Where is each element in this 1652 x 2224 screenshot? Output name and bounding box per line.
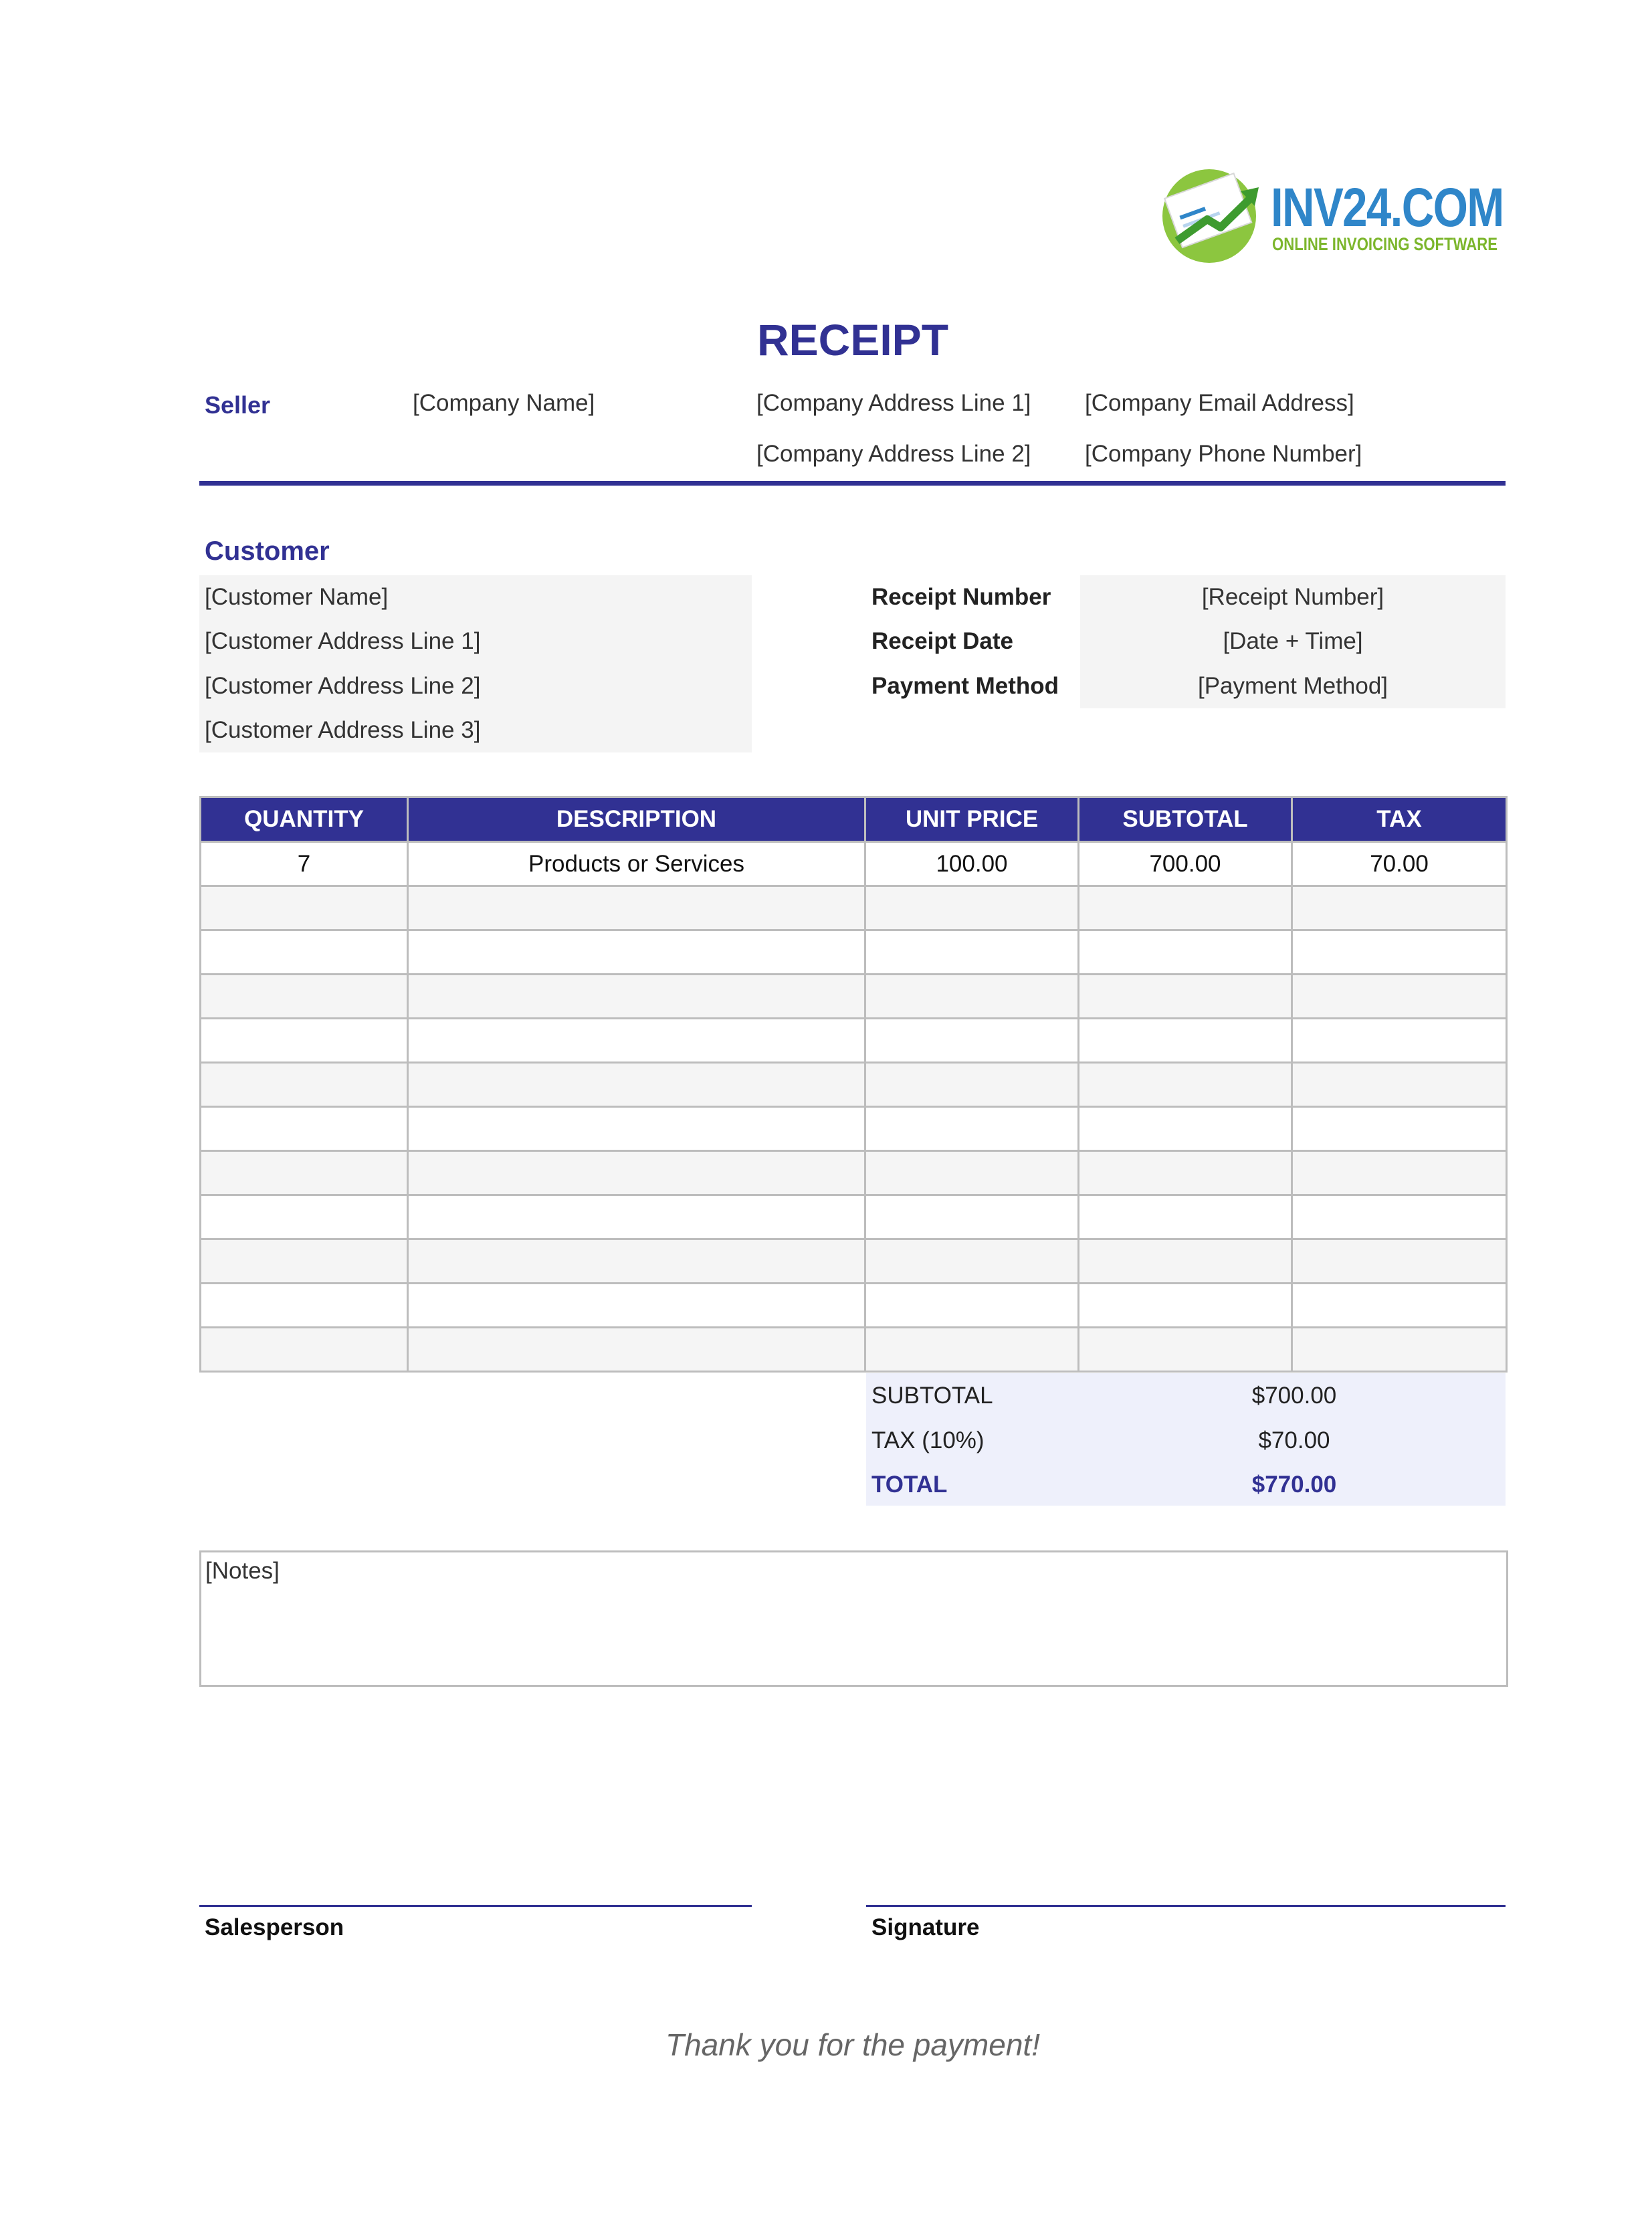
notes-box[interactable] — [199, 1550, 1508, 1687]
tax-label: TAX (10%) — [871, 1427, 985, 1453]
subtotal-value: $700.00 — [1251, 1383, 1337, 1409]
cell-unit-price — [865, 1063, 1079, 1107]
table-row — [201, 1107, 1507, 1151]
total-value: $770.00 — [1251, 1472, 1337, 1498]
header-divider — [199, 481, 1506, 486]
header-subtotal: SUBTOTAL — [1079, 797, 1292, 842]
cell-unit-price — [865, 1151, 1079, 1195]
signature-line — [866, 1905, 1506, 1907]
cell-description — [408, 1284, 865, 1328]
cell-description — [408, 1195, 865, 1239]
document-title: RECEIPT — [756, 315, 949, 365]
cell-quantity — [201, 1063, 408, 1107]
cell-quantity: 7 — [201, 842, 408, 886]
salesperson-label: Salesperson — [205, 1914, 344, 1940]
cell-quantity — [201, 1107, 408, 1151]
cell-quantity — [201, 1019, 408, 1063]
cell-description — [408, 1151, 865, 1195]
cell-unit-price — [865, 1107, 1079, 1151]
table-row — [201, 1019, 1507, 1063]
customer-address-line-3: [Customer Address Line 3] — [205, 717, 481, 743]
payment-method-label: Payment Method — [871, 673, 1059, 699]
cell-tax — [1292, 1063, 1507, 1107]
items-table — [199, 796, 1508, 1373]
cell-tax — [1292, 975, 1507, 1019]
receipt-date-label: Receipt Date — [871, 628, 1014, 654]
header-unit-price: UNIT PRICE — [865, 797, 1079, 842]
header-description: DESCRIPTION — [408, 797, 865, 842]
table-row — [201, 1239, 1507, 1284]
cell-tax: 70.00 — [1292, 842, 1507, 886]
cell-unit-price — [865, 1239, 1079, 1284]
cell-subtotal: 700.00 — [1079, 842, 1292, 886]
cell-subtotal — [1079, 1239, 1292, 1284]
cell-tax — [1292, 1151, 1507, 1195]
cell-subtotal — [1079, 1195, 1292, 1239]
customer-address-line-2: [Customer Address Line 2] — [205, 673, 481, 699]
receipt-number-value: [Receipt Number] — [1201, 584, 1384, 610]
cell-unit-price — [865, 975, 1079, 1019]
table-row — [201, 842, 1507, 886]
cell-description — [408, 1019, 865, 1063]
cell-description — [408, 1107, 865, 1151]
logo-tagline: ONLINE INVOICING SOFTWARE — [1272, 234, 1498, 254]
seller-phone: [Company Phone Number] — [1085, 441, 1362, 467]
cell-unit-price — [865, 1328, 1079, 1372]
cell-description: Products or Services — [408, 842, 865, 886]
cell-subtotal — [1079, 930, 1292, 975]
seller-email: [Company Email Address] — [1085, 390, 1354, 416]
signature-label: Signature — [871, 1914, 980, 1940]
logo-wordmark: INV24.COM — [1271, 177, 1504, 238]
seller-address-line-2: [Company Address Line 2] — [756, 441, 1031, 467]
cell-quantity — [201, 1151, 408, 1195]
cell-quantity — [201, 1284, 408, 1328]
receipt-date-value: [Date + Time] — [1223, 628, 1363, 654]
thank-you-message: Thank you for the payment! — [665, 2027, 1040, 2062]
cell-subtotal — [1079, 1284, 1292, 1328]
cell-description — [408, 1239, 865, 1284]
customer-label: Customer — [205, 536, 330, 566]
cell-unit-price — [865, 1019, 1079, 1063]
cell-quantity — [201, 1195, 408, 1239]
cell-quantity — [201, 886, 408, 930]
cell-tax — [1292, 1284, 1507, 1328]
cell-subtotal — [1079, 1151, 1292, 1195]
subtotal-label: SUBTOTAL — [871, 1383, 993, 1409]
cell-subtotal — [1079, 1107, 1292, 1151]
table-row — [201, 1284, 1507, 1328]
total-label: TOTAL — [871, 1472, 948, 1498]
cell-quantity — [201, 1328, 408, 1372]
customer-address-line-1: [Customer Address Line 1] — [205, 628, 481, 654]
cell-description — [408, 975, 865, 1019]
table-row — [201, 1328, 1507, 1372]
receipt-number-label: Receipt Number — [871, 584, 1051, 610]
cell-subtotal — [1079, 1328, 1292, 1372]
items-header-row — [201, 797, 1507, 842]
cell-unit-price — [865, 930, 1079, 975]
seller-label: Seller — [205, 391, 271, 419]
cell-quantity — [201, 930, 408, 975]
seller-company-name: [Company Name] — [413, 390, 595, 416]
cell-tax — [1292, 1019, 1507, 1063]
salesperson-line — [199, 1905, 752, 1907]
cell-tax — [1292, 886, 1507, 930]
header-tax: TAX — [1292, 797, 1507, 842]
seller-address-line-1: [Company Address Line 1] — [756, 390, 1031, 416]
table-row — [201, 886, 1507, 930]
payment-method-value: [Payment Method] — [1197, 673, 1388, 699]
cell-description — [408, 1063, 865, 1107]
cell-tax — [1292, 1107, 1507, 1151]
cell-unit-price — [865, 1284, 1079, 1328]
header-quantity: QUANTITY — [201, 797, 408, 842]
cell-subtotal — [1079, 1063, 1292, 1107]
cell-tax — [1292, 930, 1507, 975]
cell-subtotal — [1079, 1019, 1292, 1063]
tax-value: $70.00 — [1258, 1427, 1330, 1453]
cell-unit-price — [865, 886, 1079, 930]
cell-unit-price: 100.00 — [865, 842, 1079, 886]
table-row — [201, 1063, 1507, 1107]
cell-unit-price — [865, 1195, 1079, 1239]
cell-subtotal — [1079, 886, 1292, 930]
cell-quantity — [201, 975, 408, 1019]
customer-name: [Customer Name] — [205, 584, 389, 610]
table-row — [201, 975, 1507, 1019]
cell-subtotal — [1079, 975, 1292, 1019]
cell-description — [408, 1328, 865, 1372]
cell-tax — [1292, 1195, 1507, 1239]
cell-description — [408, 886, 865, 930]
cell-description — [408, 930, 865, 975]
table-row — [201, 930, 1507, 975]
notes-text: [Notes] — [205, 1558, 280, 1584]
table-row — [201, 1151, 1507, 1195]
table-row — [201, 1195, 1507, 1239]
cell-tax — [1292, 1328, 1507, 1372]
cell-quantity — [201, 1239, 408, 1284]
cell-tax — [1292, 1239, 1507, 1284]
